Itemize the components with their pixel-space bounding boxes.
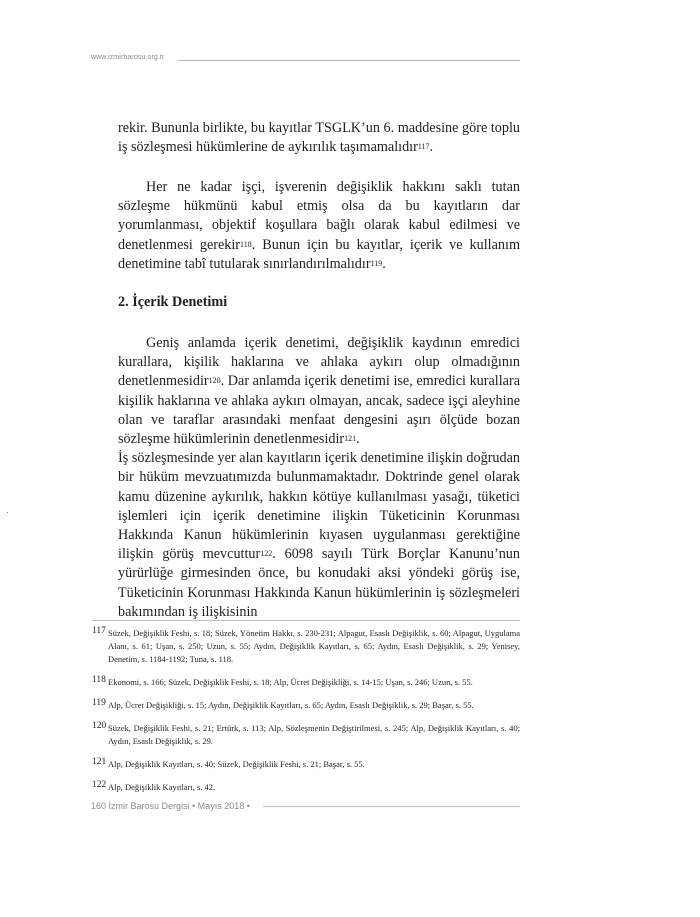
footnote-121 (92, 758, 520, 771)
footnote-ref-120: 120 (208, 376, 221, 386)
margin-mark (7, 512, 8, 513)
footnote-number: 122 (92, 780, 107, 790)
footnote-number: 120 (92, 721, 107, 731)
footnote-text: Alp, Ücret Değişikliği, s. 15; Aydın, Değişiklik Kayıtları, s. 65; Aydın, Esaslı Değişiklik, s. 29; Başar, s. 55. (108, 700, 474, 710)
paragraph-4-text-a: İş sözleşmesinde yer alan kayıtların içerik denetimine ilişkin doğrudan bir hüküm mevzuatımızda bulunmamaktadır. Doktrinde genel olarak kamu düzenine aykırılık, hakkın kötüye kullanılması yasağı, tüketici işlemleri için içerik denetimine ilişkin Tüketicinin Korunması Hakkında Kanun hükümlerinin kıyasen uygulanması gerektiğine ilişkin görüş mevcuttur (118, 450, 520, 563)
footnote-number: 117 (92, 626, 106, 636)
footnote-118 (92, 676, 520, 689)
footnote-ref-118: 118 (240, 239, 252, 249)
footnote-119 (92, 699, 520, 712)
footnote-text: Süzek, Değişiklik Feshi, s. 21; Ertürk, s. 113; Alp, Sözleşmenin Değiştirilmesi, s. 245; Alp, Değişiklik Kayıtları, s. 40; Aydın, Esaslı Değişiklik, s. 29. (108, 723, 520, 746)
paragraph-1-end: . (429, 139, 434, 156)
footnote-117 (92, 627, 520, 666)
paragraph-2-text-a: Her ne kadar işçi, işverenin değişiklik hakkını saklı tutan sözleşme hükmünü kabul etmiş olsa da bu kayıtların dar yorumlanması, objektif koşullara bağlı olarak kabul edilmesi ve denetlenmesi gerekir (118, 179, 520, 253)
footnote-ref-121: 121 (344, 434, 357, 444)
footnote-122 (92, 781, 520, 794)
section-heading: 2. İçerik Denetimi (118, 294, 228, 310)
footnote-number: 118 (92, 675, 106, 685)
paragraph-1-text: rekir. Bununla birlikte, bu kayıtlar TSGLK’un 6. maddesine göre toplu iş sözleşmesi hükümlerine de aykırılık taşımamalıdır (118, 120, 520, 156)
footnote-text: Süzek, Değişiklik Feshi, s. 18; Süzek, Yönetim Hakkı, s. 230-231; Alpagut, Esaslı Değişiklik, s. 60; Alpagut, Uygulama Alanı, s. 61; Uşan, s. 250; Uzun, s. 55; Aydın, Değişiklik Kayıtları, s. 65; Aydın, Esaslı Değişiklik, s. 29; Yenisey, Denetim, s. 1184-1192; Tuna, s. 118. (108, 628, 520, 664)
paragraph-2-text-b: . Bunun için bu kayıtlar, içerik ve kullanım denetimine tabî tutularak sınırlandırılmalıdır (118, 236, 520, 272)
footnote-text: Alp, Değişiklik Kayıtları, s. 42. (108, 782, 216, 792)
paragraph-3-text-b: . Dar anlamda içerik denetimi ise, emredici kurallara kişilik haklarına ve ahlaka aykırı olmayan, ancak, sadece işçi aleyhine olan ve taraflar arasındaki menfaat dengesini aşırı ölçüde bozan sözleşme hükümlerinin denetlenmesidir (118, 373, 520, 448)
paragraph-1 (118, 119, 520, 157)
footnote-text: Alp, Değişiklik Kayıtları, s. 40; Süzek, Değişiklik Feshi, s. 21; Başar, s. 55. (108, 759, 365, 769)
header-url: www.izmirbarosu.org.tr (91, 54, 165, 61)
paragraph-3-end: . (356, 431, 360, 448)
footnote-ref-122: 122 (260, 549, 273, 559)
header-rule (178, 60, 520, 61)
footnote-number: 119 (92, 698, 106, 708)
footnote-separator (92, 620, 520, 621)
paragraph-2 (118, 178, 520, 274)
paragraph-3-text-a: Geniş anlamda içerik denetimi, değişiklik kaydının emredici kurallara, kişilik haklarına ve ahlaka aykırı olup olmadığının denetlenmesidir (118, 335, 520, 390)
paragraph-2-end: . (382, 255, 386, 272)
footnote-ref-117: 117 (417, 142, 430, 152)
page-footer: 160 İzmir Barosu Dergisi • Mayıs 2018 • (91, 801, 250, 811)
footnote-text: Ekonomi, s. 166; Süzek, Değişiklik Feshi, s. 18; Alp, Ücret Değişikliği, s. 14-15; Uşan, s. 246; Uzun, s. 55. (108, 677, 473, 687)
paragraph-3-block (118, 334, 520, 622)
footnotes (92, 627, 520, 804)
footnote-number: 121 (92, 757, 107, 767)
footer-rule (263, 806, 520, 807)
footnote-ref-119: 119 (370, 258, 383, 268)
paragraph-4-text-b: . 6098 sayılı Türk Borçlar Kanunu’nun yürürlüğe girmesinden önce, bu konudaki aksi yöndeki görüş ise, Tüketicinin Korunması Hakkında Kanun hükümlerinin iş sözleşmeleri bakımından iş ilişkisinin (118, 546, 520, 620)
footnote-120 (92, 722, 520, 748)
